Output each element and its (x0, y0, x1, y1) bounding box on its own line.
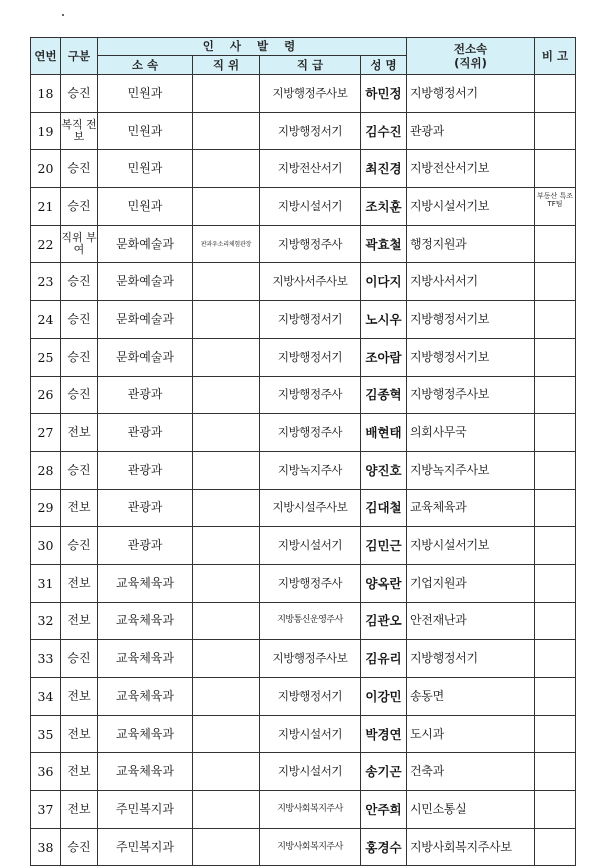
row-kind: 승진 (61, 527, 98, 565)
row-dept: 문화예술과 (98, 338, 193, 376)
row-position (193, 489, 260, 527)
row-number: 19 (31, 112, 61, 150)
row-note (535, 564, 576, 602)
row-dept: 교육체육과 (98, 678, 193, 716)
row-name: 최진경 (361, 150, 407, 188)
table-row (31, 828, 576, 866)
row-number: 24 (31, 301, 61, 339)
row-name: 김유리 (361, 640, 407, 678)
row-kind: 승진 (61, 188, 98, 226)
row-number: 32 (31, 602, 61, 640)
row-grade: 지방행정서기 (260, 112, 361, 150)
table-row (31, 527, 576, 565)
row-position (193, 791, 260, 829)
row-note (535, 640, 576, 678)
row-name: 조치훈 (361, 188, 407, 226)
row-name: 김관오 (361, 602, 407, 640)
row-position (193, 753, 260, 791)
row-kind: 전보 (61, 753, 98, 791)
row-grade: 지방행정주사 (260, 414, 361, 452)
row-grade: 지방행정서기 (260, 678, 361, 716)
row-position (193, 678, 260, 716)
row-prev-dept: 지방녹지주사보 (407, 451, 535, 489)
row-position (193, 527, 260, 565)
row-prev-dept: 지방행정주사보 (407, 376, 535, 414)
row-grade: 지방행정주사보 (260, 75, 361, 113)
row-kind: 승진 (61, 150, 98, 188)
row-position: 판과우소리체험관장 (193, 225, 260, 263)
row-dept: 교육체육과 (98, 715, 193, 753)
row-kind: 승진 (61, 640, 98, 678)
row-note: 부동산 특조TF팀 (535, 188, 576, 226)
header-prev-line1: 전소속 (453, 42, 488, 56)
row-dept: 관광과 (98, 414, 193, 452)
row-note (535, 150, 576, 188)
row-note (535, 112, 576, 150)
row-number: 31 (31, 564, 61, 602)
row-number: 36 (31, 753, 61, 791)
row-note (535, 715, 576, 753)
table-row (31, 338, 576, 376)
row-name: 김대철 (361, 489, 407, 527)
row-grade: 지방사회복지주사 (260, 828, 361, 866)
row-dept: 관광과 (98, 489, 193, 527)
row-name: 양옥란 (361, 564, 407, 602)
row-name: 김수진 (361, 112, 407, 150)
row-name: 이다지 (361, 263, 407, 301)
row-prev-dept: 지방사서서기 (407, 263, 535, 301)
row-dept: 주민복지과 (98, 828, 193, 866)
row-grade: 지방전산서기 (260, 150, 361, 188)
scan-dot (62, 14, 64, 16)
row-grade: 지방행정서기 (260, 301, 361, 339)
row-prev-dept: 행정지원과 (407, 225, 535, 263)
row-note (535, 602, 576, 640)
row-note (535, 489, 576, 527)
row-position (193, 301, 260, 339)
row-prev-dept: 지방행정서기보 (407, 338, 535, 376)
row-dept: 교육체육과 (98, 640, 193, 678)
header-kind: 구분 (61, 38, 98, 75)
row-dept: 민원과 (98, 150, 193, 188)
row-number: 20 (31, 150, 61, 188)
row-dept: 관광과 (98, 451, 193, 489)
row-number: 25 (31, 338, 61, 376)
row-number: 28 (31, 451, 61, 489)
row-dept: 주민복지과 (98, 791, 193, 829)
row-dept: 민원과 (98, 75, 193, 113)
row-grade: 지방통신운영주사 (260, 602, 361, 640)
row-dept: 관광과 (98, 527, 193, 565)
row-prev-dept: 관광과 (407, 112, 535, 150)
row-name: 이강민 (361, 678, 407, 716)
row-name: 송기곤 (361, 753, 407, 791)
header-prev-line2: (직위) (454, 56, 487, 70)
row-kind: 전보 (61, 564, 98, 602)
header-grade: 직 급 (260, 56, 361, 75)
table-row (31, 301, 576, 339)
row-position (193, 376, 260, 414)
row-number: 26 (31, 376, 61, 414)
row-position (193, 150, 260, 188)
row-grade: 지방시설서기 (260, 753, 361, 791)
row-prev-dept: 안전재난과 (407, 602, 535, 640)
row-position (193, 263, 260, 301)
table-row (31, 753, 576, 791)
table-row (31, 715, 576, 753)
header-prev-dept (407, 38, 535, 75)
row-number: 38 (31, 828, 61, 866)
row-note (535, 338, 576, 376)
row-position (193, 715, 260, 753)
row-kind: 승진 (61, 376, 98, 414)
row-note (535, 263, 576, 301)
row-position (193, 75, 260, 113)
row-number: 21 (31, 188, 61, 226)
row-note (535, 225, 576, 263)
row-prev-dept: 교육체육과 (407, 489, 535, 527)
row-kind: 승진 (61, 263, 98, 301)
table-row (31, 602, 576, 640)
table-row (31, 489, 576, 527)
row-note (535, 376, 576, 414)
row-grade: 지방시설서기 (260, 188, 361, 226)
row-prev-dept: 기업지원과 (407, 564, 535, 602)
row-position (193, 564, 260, 602)
row-grade: 지방시설주사보 (260, 489, 361, 527)
row-note (535, 527, 576, 565)
row-name: 양진호 (361, 451, 407, 489)
row-grade: 지방사서주사보 (260, 263, 361, 301)
row-note (535, 678, 576, 716)
row-name: 노시우 (361, 301, 407, 339)
row-position (193, 640, 260, 678)
header-no: 연번 (31, 38, 61, 75)
row-dept: 교육체육과 (98, 564, 193, 602)
row-kind: 승진 (61, 451, 98, 489)
row-kind: 직위 부여 (61, 225, 98, 263)
table-row (31, 263, 576, 301)
row-position (193, 602, 260, 640)
row-position (193, 414, 260, 452)
table-row (31, 188, 576, 226)
row-grade: 지방사회복지주사 (260, 791, 361, 829)
row-dept: 관광과 (98, 376, 193, 414)
header-note: 비 고 (535, 38, 576, 75)
row-name: 조아람 (361, 338, 407, 376)
row-kind: 승진 (61, 301, 98, 339)
personnel-appointment-table (30, 37, 576, 866)
header-name: 성 명 (361, 56, 407, 75)
table-row (31, 791, 576, 829)
table-row (31, 451, 576, 489)
row-note (535, 791, 576, 829)
row-name: 안주희 (361, 791, 407, 829)
row-note (535, 75, 576, 113)
row-grade: 지방행정주사 (260, 376, 361, 414)
table-row (31, 225, 576, 263)
row-name: 홍경수 (361, 828, 407, 866)
row-name: 곽효철 (361, 225, 407, 263)
row-prev-dept: 시민소통실 (407, 791, 535, 829)
row-note (535, 753, 576, 791)
row-kind: 승진 (61, 828, 98, 866)
row-grade: 지방녹지주사 (260, 451, 361, 489)
row-prev-dept: 지방시설서기보 (407, 188, 535, 226)
row-number: 34 (31, 678, 61, 716)
row-kind: 승진 (61, 338, 98, 376)
row-kind: 전보 (61, 489, 98, 527)
row-grade: 지방행정주사 (260, 564, 361, 602)
row-position (193, 338, 260, 376)
row-kind: 전보 (61, 414, 98, 452)
row-name: 김민근 (361, 527, 407, 565)
row-position (193, 188, 260, 226)
row-prev-dept: 지방행정서기보 (407, 301, 535, 339)
row-grade: 지방시설서기 (260, 527, 361, 565)
table-row (31, 640, 576, 678)
header-dept: 소 속 (98, 56, 193, 75)
row-number: 33 (31, 640, 61, 678)
row-name: 김종혁 (361, 376, 407, 414)
row-prev-dept: 지방행정서기 (407, 75, 535, 113)
row-number: 37 (31, 791, 61, 829)
row-prev-dept: 지방시설서기보 (407, 527, 535, 565)
row-prev-dept: 지방전산서기보 (407, 150, 535, 188)
row-name: 하민정 (361, 75, 407, 113)
table-row (31, 112, 576, 150)
header-appointment: 인 사 발 령 (98, 38, 407, 56)
row-note (535, 301, 576, 339)
row-kind: 전보 (61, 791, 98, 829)
header-position: 직 위 (193, 56, 260, 75)
table-row (31, 75, 576, 113)
row-grade: 지방시설서기 (260, 715, 361, 753)
row-dept: 민원과 (98, 188, 193, 226)
row-number: 27 (31, 414, 61, 452)
table-row (31, 678, 576, 716)
row-note (535, 414, 576, 452)
row-note (535, 451, 576, 489)
row-prev-dept: 지방행정서기 (407, 640, 535, 678)
row-dept: 문화예술과 (98, 301, 193, 339)
row-dept: 문화예술과 (98, 263, 193, 301)
row-name: 박경연 (361, 715, 407, 753)
row-grade: 지방행정주사 (260, 225, 361, 263)
row-name: 배현태 (361, 414, 407, 452)
row-number: 18 (31, 75, 61, 113)
table-row (31, 564, 576, 602)
table-row (31, 414, 576, 452)
row-dept: 교육체육과 (98, 753, 193, 791)
row-number: 22 (31, 225, 61, 263)
row-number: 35 (31, 715, 61, 753)
row-number: 23 (31, 263, 61, 301)
row-kind: 전보 (61, 602, 98, 640)
row-position (193, 112, 260, 150)
row-dept: 민원과 (98, 112, 193, 150)
row-grade: 지방행정서기 (260, 338, 361, 376)
row-position (193, 451, 260, 489)
row-kind: 전보 (61, 678, 98, 716)
row-position (193, 828, 260, 866)
row-kind: 승진 (61, 75, 98, 113)
row-dept: 교육체육과 (98, 602, 193, 640)
row-note (535, 828, 576, 866)
row-number: 30 (31, 527, 61, 565)
row-prev-dept: 건축과 (407, 753, 535, 791)
row-prev-dept: 지방사회복지주사보 (407, 828, 535, 866)
table-row (31, 150, 576, 188)
row-kind: 복직 전보 (61, 112, 98, 150)
row-prev-dept: 의회사무국 (407, 414, 535, 452)
row-prev-dept: 송동면 (407, 678, 535, 716)
table-row (31, 376, 576, 414)
row-dept: 문화예술과 (98, 225, 193, 263)
row-grade: 지방행정주사보 (260, 640, 361, 678)
row-prev-dept: 도시과 (407, 715, 535, 753)
row-number: 29 (31, 489, 61, 527)
row-kind: 전보 (61, 715, 98, 753)
